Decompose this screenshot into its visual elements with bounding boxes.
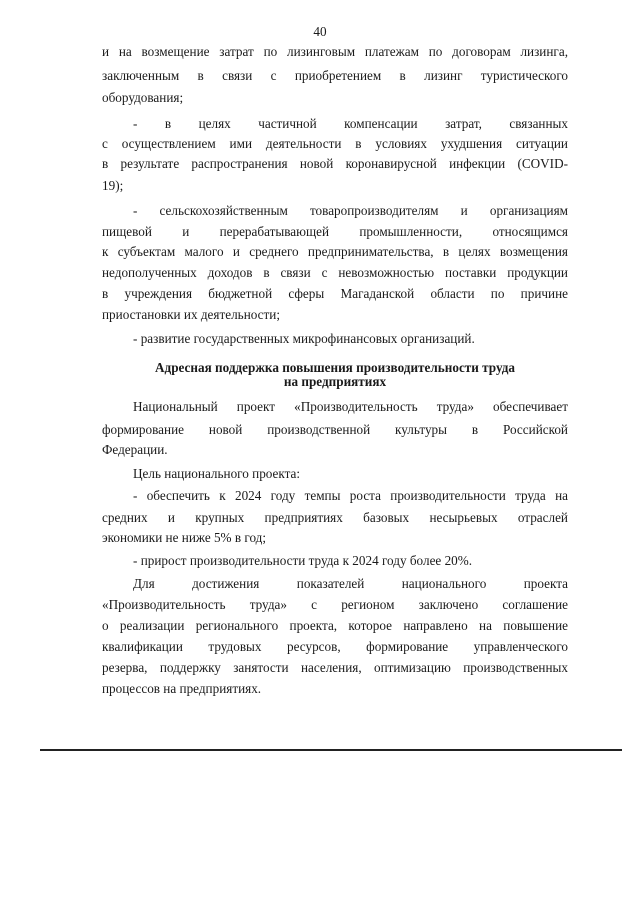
text-line: оборудования;	[102, 90, 184, 105]
text-line: экономики не ниже 5% в год;	[102, 530, 267, 545]
text-line: недополученных доходов в связи с невозможностью поставки продукции	[102, 265, 568, 280]
text-line: «Производительность труда» с регионом заключено соглашение	[102, 597, 568, 612]
text-line: приостановки их деятельности;	[102, 307, 281, 322]
text-line: 19);	[102, 178, 124, 193]
text-line: Национальный проект «Производительность труда» обеспечивает	[133, 399, 568, 414]
text-line: Федерации.	[102, 442, 168, 457]
text-line: средних и крупных предприятиях базовых несырьевых отраслей	[102, 510, 568, 525]
text-line: о реализации регионального проекта, которое направлено на повышение	[102, 618, 568, 633]
text-line: Для достижения показателей национального проекта	[133, 576, 568, 591]
text-line: резерва, поддержку занятости населения, оптимизацию производственных	[102, 660, 568, 675]
text-line: квалификации трудовых ресурсов, формирование управленческого	[102, 639, 568, 654]
text-line: заключенным в связи с приобретением в лизинг туристического	[102, 68, 568, 83]
bottom-rule	[40, 749, 622, 751]
text-line: в учреждения бюджетной сферы Магаданской области по причине	[102, 286, 568, 301]
section-heading: на предприятиях	[283, 374, 387, 389]
text-line: формирование новой производственной культуры в Российской	[102, 422, 568, 437]
text-line: пищевой и перерабатывающей промышленности, относящимся	[102, 224, 568, 239]
page-number: 40	[313, 24, 327, 39]
text-line: - в целях частичной компенсации затрат, связанных	[133, 116, 568, 131]
text-line: процессов на предприятиях.	[102, 681, 262, 696]
section-heading: Адресная поддержка повышения производительности труда	[155, 360, 515, 375]
text-line: в результате распространения новой коронавирусной инфекции (COVID-	[102, 156, 568, 171]
text-line: - обеспечить к 2024 году темпы роста производительности труда на	[133, 488, 568, 503]
text-line: с осуществлением ими деятельности в условиях ухудшения ситуации	[102, 136, 568, 151]
text-line: - прирост производительности труда к 2024 году более 20%.	[133, 553, 473, 568]
text-line: - сельскохозяйственным товаропроизводителям и организациям	[133, 203, 568, 218]
text-line: и на возмещение затрат по лизинговым платежам по договорам лизинга,	[102, 44, 568, 59]
text-line: Цель национального проекта:	[133, 466, 301, 481]
text-line: - развитие государственных микрофинансовых организаций.	[133, 331, 475, 346]
text-line: к субъектам малого и среднего предпринимательства, в целях возмещения	[102, 244, 568, 259]
